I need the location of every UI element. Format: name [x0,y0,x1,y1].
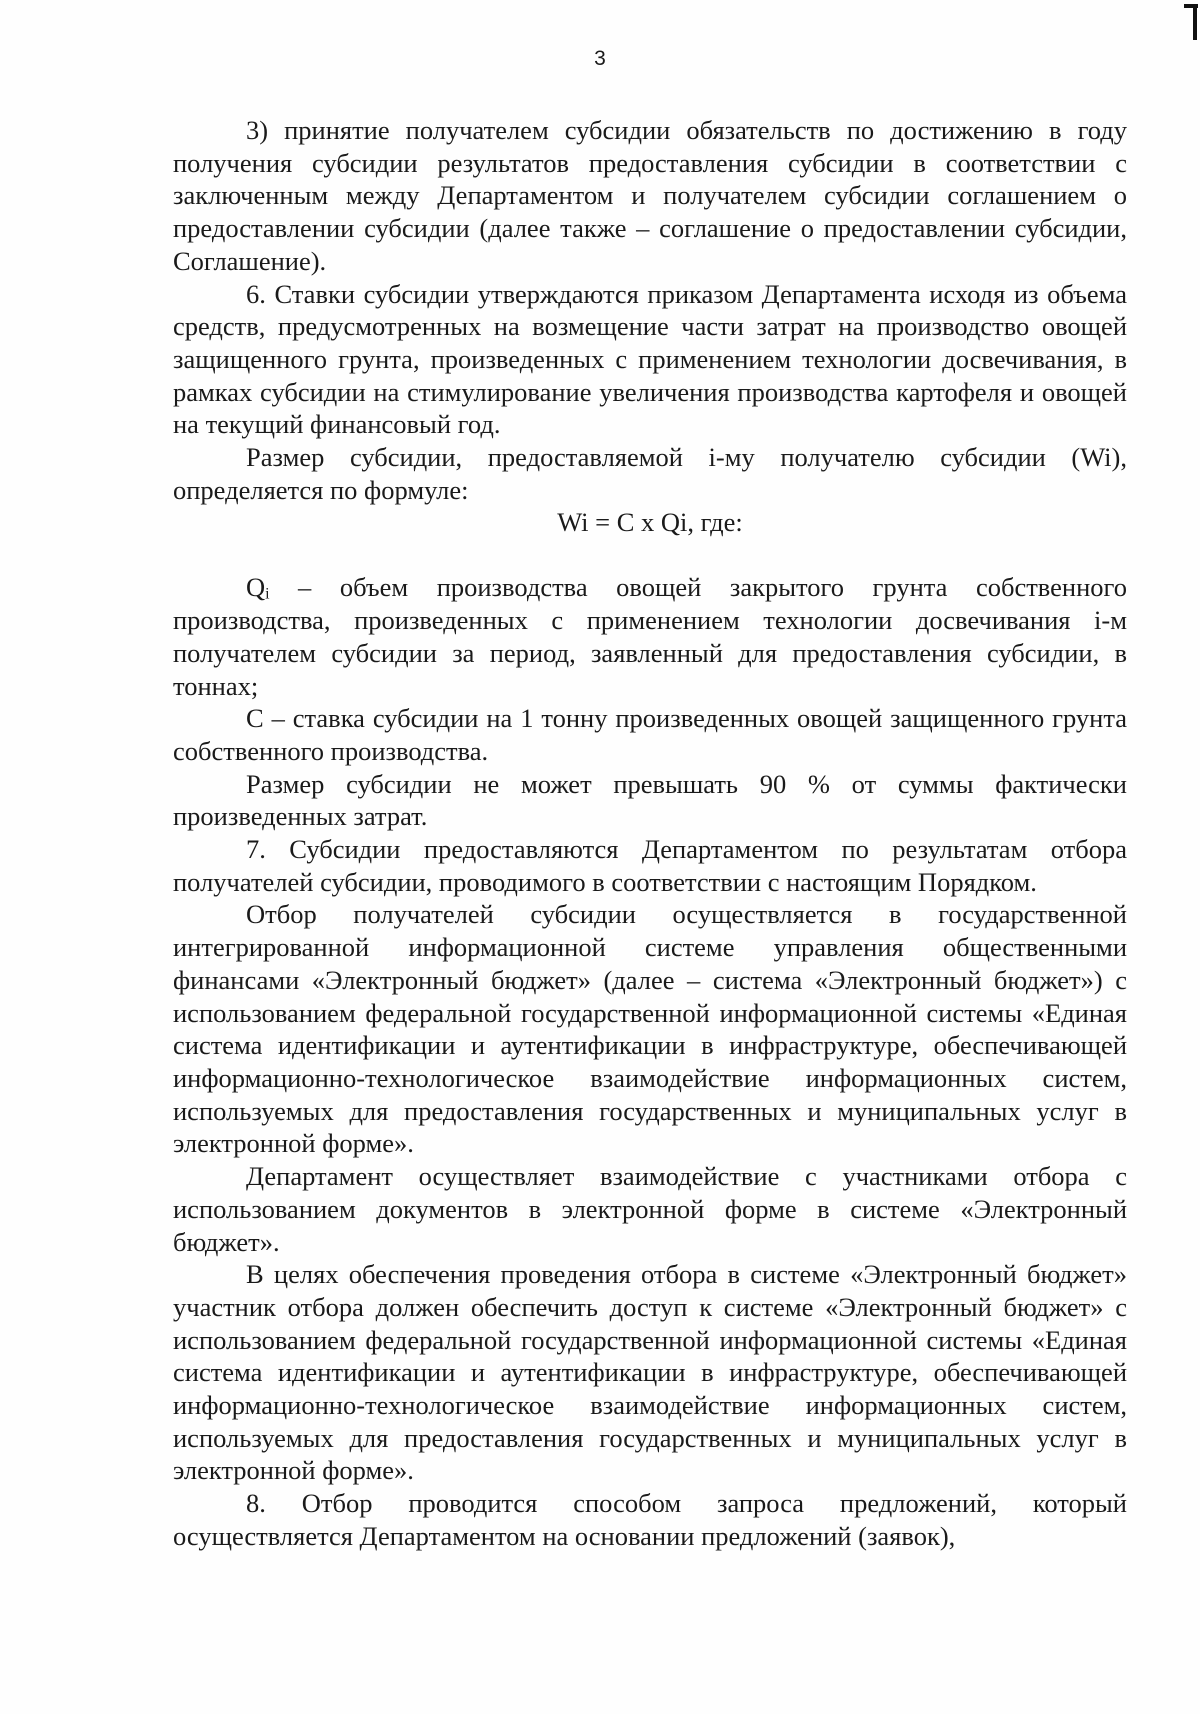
paragraph-access-requirement: В целях обеспечения проведения отбора в системе «Электронный бюджет» участник отбора должен обеспечить доступ к системе «Электронный бюджет» с использованием федеральной государственной информационной системы «Единая система идентификации и аутентификации в инфраструктуре, обеспечивающей информационно-технологическое взаимодействие информационных систем, используемых для предоставления государственных и муниципальных услуг в электронной форме». [173,1259,1127,1486]
scan-corner-mark [1184,0,1200,42]
corner-mark-vertical [1193,4,1197,40]
paragraph-section-6: 6. Ставки субсидии утверждаются приказом Департамента исходя из объема средств, предусмотренных на возмещение части затрат на производство овощей защищенного грунта, произведенных с применением технологии досвечивания, в рамках субсидии на стимулирование увеличения производства картофеля и овощей на текущий финансовый год. [173,278,1127,440]
paragraph-c-definition: С – ставка субсидии на 1 тонну произведенных овощей защищенного грунта собственного производства. [173,703,1127,766]
paragraph-section-7: 7. Субсидии предоставляются Департаментом по результатам отбора получателей субсидии, проводимого в соответствии с настоящим Порядком. [173,834,1127,897]
paragraph-qi-definition: Qᵢ – объем производства овощей закрытого грунта собственного производства, произведенных с применением технологии досвечивания i-м получателем субсидии за период, заявленный для предоставления субсидии, в тоннах; [173,572,1127,701]
paragraph-item-3: 3) принятие получателем субсидии обязательств по достижению в году получения субсидии результатов предоставления субсидии в соответствии с заключенным между Департаментом и получателем субсидии соглашением о предоставлении субсидии (далее также – соглашение о предоставлении субсидии, Соглашение). [173,115,1127,276]
paragraph-subsidy-size-intro: Размер субсидии, предоставляемой i-му получателю субсидии (Wi), определяется по формуле: [173,442,1127,505]
paragraph-section-8: 8. Отбор проводится способом запроса предложений, который осуществляется Департаментом на основании предложений (заявок), [173,1488,1127,1551]
paragraph-department-interaction: Департамент осуществляет взаимодействие с участниками отбора с использованием документов в электронной форме в системе «Электронный бюджет». [173,1161,1127,1257]
document-body [173,114,1127,1553]
formula: Wi = C x Qi, где: [557,507,743,538]
paragraph-selection-system: Отбор получателей субсидии осуществляется в государственной интегрированной информационной системе управления общественными финансами «Электронный бюджет» (далее – система «Электронный бюджет») с использованием федеральной государственной информационной системы «Единая система идентификации и аутентификации в инфраструктуре, обеспечивающей информационно-технологическое взаимодействие информационных систем, используемых для предоставления государственных и муниципальных услуг в электронной форме». [173,899,1127,1159]
paragraph-subsidy-limit: Размер субсидии не может превышать 90 % от суммы фактически произведенных затрат. [173,768,1127,832]
page-number: 3 [594,47,606,70]
